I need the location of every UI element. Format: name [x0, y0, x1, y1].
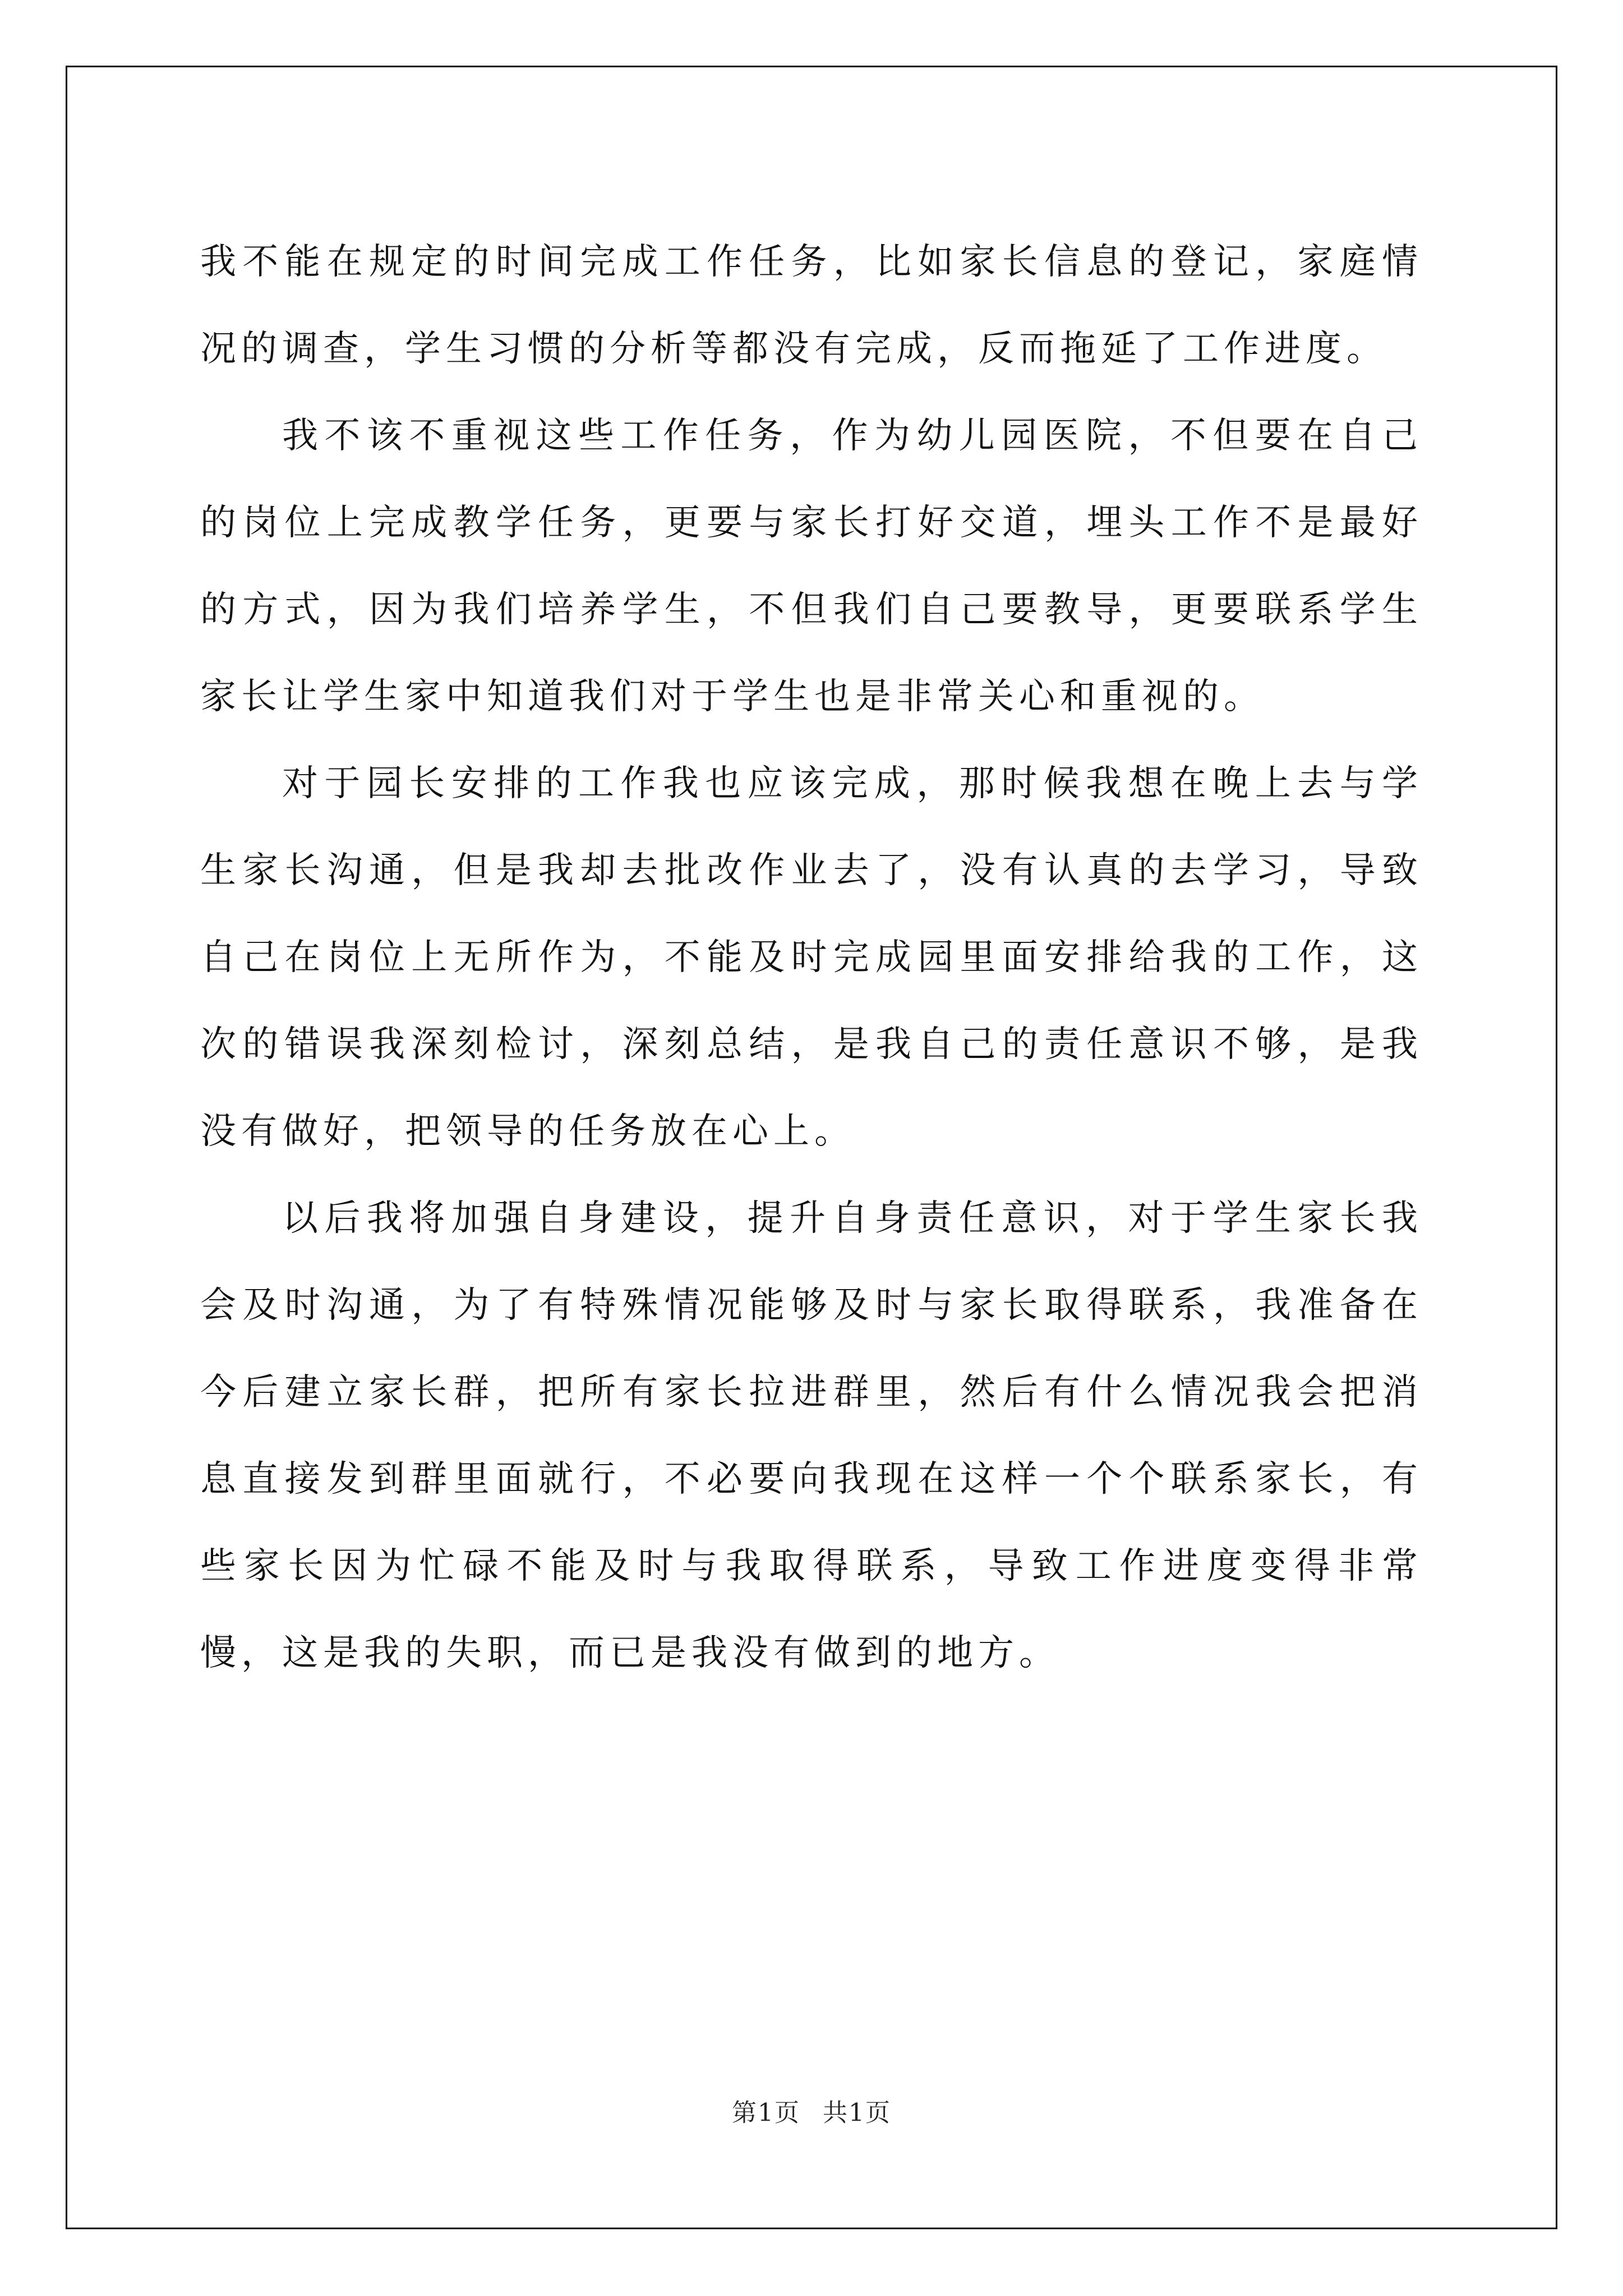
paragraph-3: 对于园长安排的工作我也应该完成，那时候我想在晚上去与学生家长沟通，但是我却去批改作业去了，没有认真的去学习，导致自己在岗位上无所作为，不能及时完成园里面安排给我的工作，这次的错误我深刻检讨，深刻总结，是我自己的责任意识不够，是我没有做好，把领导的任务放在心上。 — [200, 763, 1423, 1152]
paragraph-2: 我不该不重视这些工作任务，作为幼儿园医院，不但要在自己的岗位上完成教学任务，更要与家长打好交道，埋头工作不是最好的方式，因为我们培养学生，不但我们自己要教导，更要联系学生家长让学生家中知道我们对于学生也是非常关心和重视的。 — [200, 415, 1423, 717]
page-footer — [0, 2092, 1623, 2128]
paragraph-1: 我不能在规定的时间完成工作任务，比如家长信息的登记，家庭情况的调查，学生习惯的分析等都没有完成，反而拖延了工作进度。 — [200, 241, 1423, 370]
page-total: 共1页 — [823, 2099, 891, 2127]
page-number: 第1页 — [732, 2099, 800, 2127]
paragraph-4: 以后我将加强自身建设，提升自身责任意识，对于学生家长我会及时沟通，为了有特殊情况能够及时与家长取得联系，我准备在今后建立家长群，把所有家长拉进群里，然后有什么情况我会把消息直接发到群里面就行，不必要向我现在这样一个个联系家长，有些家长因为忙碌不能及时与我取得联系，导致工作进度变得非常慢，这是我的失职，而已是我没有做到的地方。 — [200, 1198, 1423, 1674]
document-body — [200, 219, 1423, 1697]
